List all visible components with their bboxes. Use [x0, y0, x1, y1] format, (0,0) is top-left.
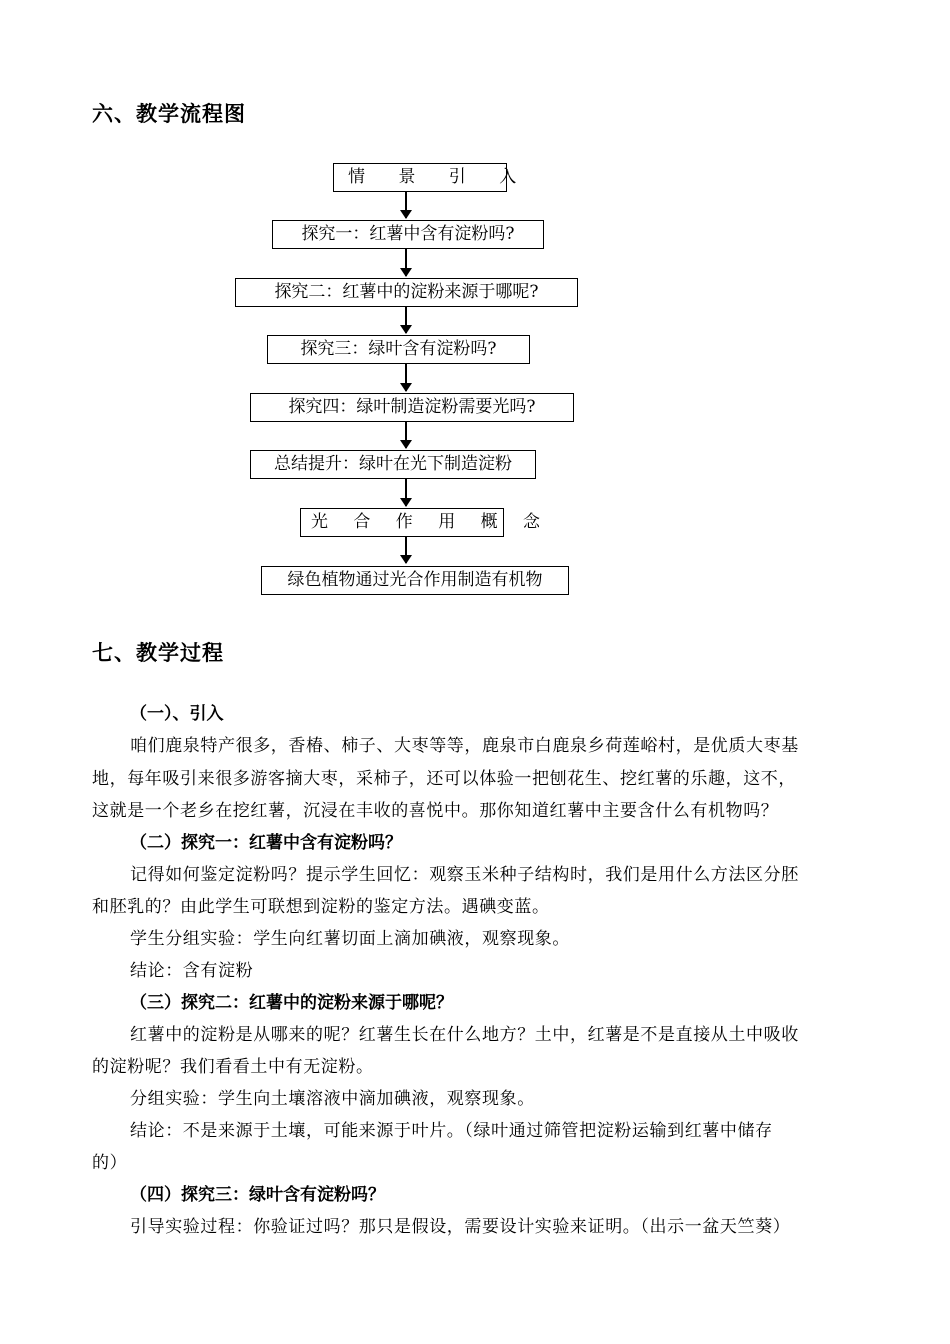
flow-step-8: 绿色植物通过光合作用制造有机物: [261, 566, 569, 595]
intro-heading: （一）、引入: [130, 704, 224, 724]
flow-arrow-down-icon: [405, 422, 407, 448]
flow-step-3: 探究二：红薯中的淀粉来源于哪呢?: [235, 278, 578, 307]
flow-arrow-down-icon: [405, 192, 407, 218]
teaching-flowchart: [0, 0, 950, 620]
paragraph-line: 这就是一个老乡在挖红薯，沉浸在丰收的喜悦中。那你知道红薯中主要含什么有机物吗？: [92, 801, 779, 821]
paragraph-line: 的淀粉呢？我们看看土中有无淀粉。: [92, 1057, 374, 1077]
paragraph-line: 结论：不是来源于土壤，可能来源于叶片。（绿叶通过筛管把淀粉运输到红薯中储存: [130, 1121, 773, 1141]
paragraph-line: 分组实验：学生向土壤溶液中滴加碘液，观察现象。: [130, 1089, 535, 1109]
paragraph-line: 记得如何鉴定淀粉吗？提示学生回忆：观察玉米种子结构时，我们是用什么方法区分胚: [130, 865, 799, 885]
inquiry-2-heading: （三）探究二：红薯中的淀粉来源于哪呢？: [130, 993, 453, 1013]
flow-step-4: 探究三：绿叶含有淀粉吗?: [267, 335, 530, 364]
paragraph-line: 和胚乳的？由此学生可联想到淀粉的鉴定方法。遇碘变蓝。: [92, 897, 550, 917]
flow-step-1: 情 景 引 入: [333, 163, 507, 192]
flow-step-5: 探究四：绿叶制造淀粉需要光吗?: [250, 393, 574, 422]
inquiry-3-heading: （四）探究三：绿叶含有淀粉吗？: [130, 1185, 385, 1205]
section-7-title: 七、教学过程: [92, 641, 224, 665]
paragraph-line: 咱们鹿泉特产很多，香椿、柿子、大枣等等，鹿泉市白鹿泉乡荷莲峪村，是优质大枣基: [130, 736, 799, 756]
flow-arrow-down-icon: [405, 537, 407, 563]
paragraph-line: 学生分组实验：学生向红薯切面上滴加碘液，观察现象。: [130, 929, 570, 949]
section-6-title: 六、教学流程图: [92, 102, 246, 126]
paragraph-line: 地，每年吸引来很多游客摘大枣，采柿子，还可以体验一把刨花生、挖红薯的乐趣，这不，: [92, 769, 796, 789]
inquiry-1-heading: （二）探究一：红薯中含有淀粉吗？: [130, 833, 402, 853]
flow-arrow-down-icon: [405, 307, 407, 333]
flow-arrow-down-icon: [405, 249, 407, 276]
flow-arrow-down-icon: [405, 364, 407, 391]
flow-arrow-down-icon: [405, 479, 407, 506]
paragraph-line: 引导实验过程：你验证过吗？那只是假设，需要设计实验来证明。（出示一盆天竺葵）: [130, 1217, 791, 1237]
paragraph-line: 结论：含有淀粉: [130, 961, 254, 981]
paragraph-line: 红薯中的淀粉是从哪来的呢？红薯生长在什么地方？土中，红薯是不是直接从土中吸收: [130, 1025, 799, 1045]
flow-step-6: 总结提升：绿叶在光下制造淀粉: [250, 450, 536, 479]
flow-step-2: 探究一：红薯中含有淀粉吗?: [272, 220, 544, 249]
paragraph-line: 的）: [92, 1153, 128, 1173]
flow-step-7: 光 合 作 用 概 念: [300, 508, 504, 537]
